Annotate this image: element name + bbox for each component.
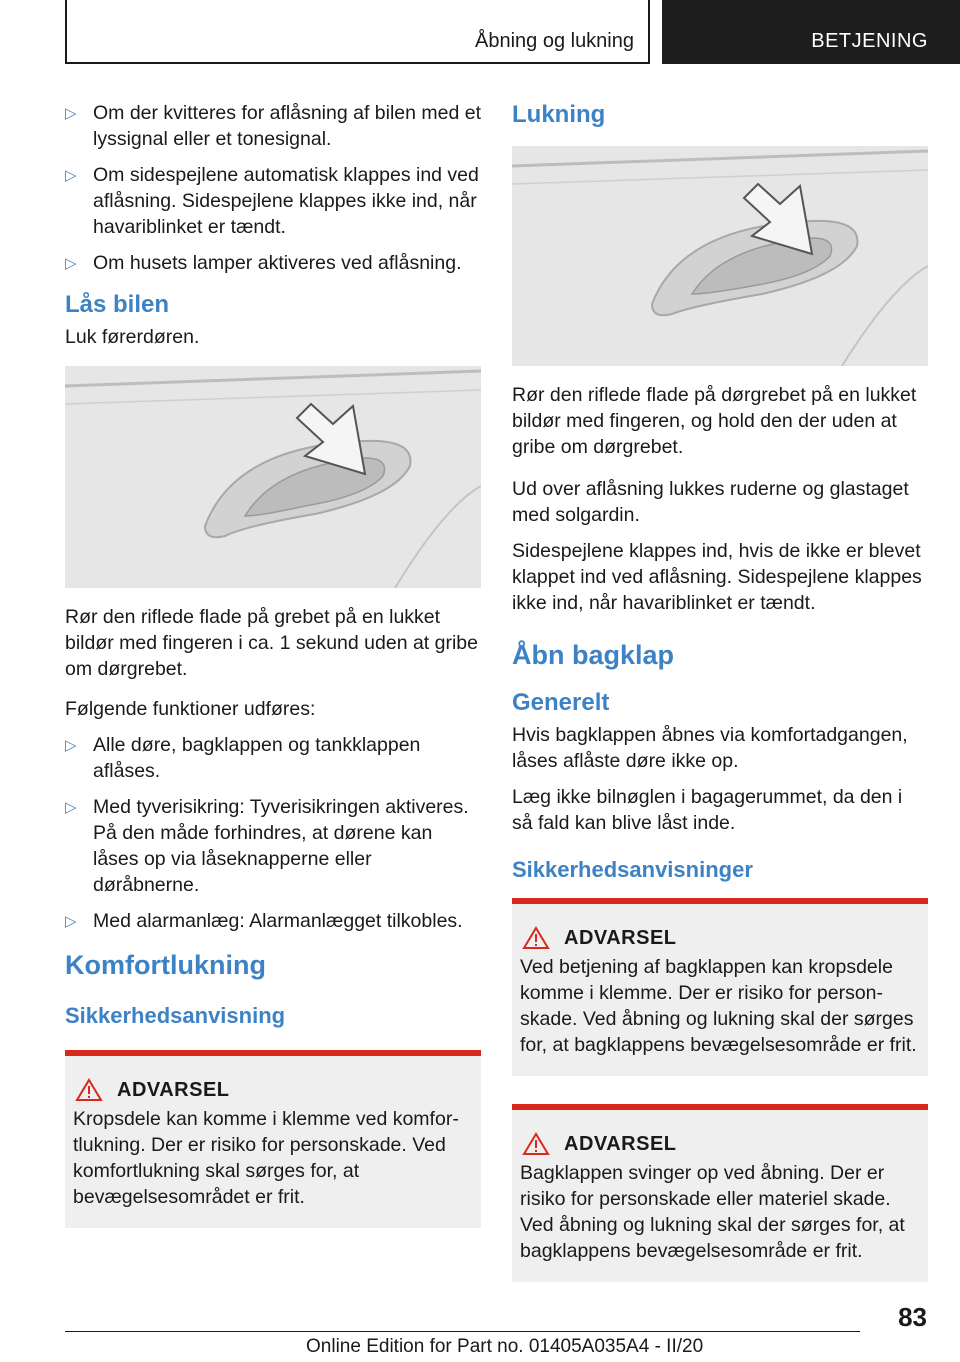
lock-feedback-list xyxy=(65,100,481,276)
footer-divider xyxy=(65,1331,860,1332)
warning-box xyxy=(65,1050,481,1228)
door-handle-illustration xyxy=(512,146,928,366)
triangle-bullet-icon: ▷ xyxy=(65,737,77,754)
safety-notes-heading: Sikkerhedsanvisninger xyxy=(512,857,753,882)
closing-instruction-text: Rør den riflede flade på dørgrebet på en lukket bildør med fingeren, og hold den der uden at gribe om dørgrebet. xyxy=(512,384,917,458)
left-column xyxy=(65,100,481,1244)
general-text-2: Læg ikke bilnøglen i bagagerummet, da den i så fald kan blive låst inde. xyxy=(512,786,903,834)
header-chapter-title: BETJENING xyxy=(811,30,928,52)
warning-text: Kropsdele kan komme i klemme ved komfortlukning. Der er risiko for personskade. Ved komfortlukning skal sørges for, at bevægelsesområdet er frit. xyxy=(73,1108,459,1208)
list-item: ▷ Med alarmanlæg: Alarmanlægget tilkobles. xyxy=(65,908,481,934)
header-chapter-box xyxy=(662,0,960,64)
footer-edition-text: Online Edition for Part no. 01405A035A4 - II/20 xyxy=(306,1336,704,1357)
triangle-bullet-icon: ▷ xyxy=(65,799,77,816)
warning-triangle-icon xyxy=(522,926,550,950)
general-heading: Generelt xyxy=(512,689,610,716)
door-handle-image xyxy=(512,146,928,366)
warning-triangle-icon xyxy=(522,1132,550,1156)
triangle-bullet-icon: ▷ xyxy=(65,167,77,184)
list-item: ▷ Om der kvitteres for aflåsning af bilen med et lyssignal eller et tonesignal. xyxy=(65,102,482,150)
lock-functions-list xyxy=(65,732,481,934)
right-column xyxy=(512,100,928,1298)
list-item: ▷ Om sidespejlene automatisk klappes ind ved aflåsning. Sidespejlene klappes ikke ind, når havariblinket er tændt. xyxy=(65,164,479,238)
warning-title: ADVARSEL xyxy=(117,1078,230,1101)
warning-text: Bagklappen svinger op ved åbning. Der er risiko for personskade eller materiel skade. Ved åbning og lukning skal der sørges for, at bagklappens bevægelsesområde er frit. xyxy=(520,1162,905,1262)
warning-box xyxy=(512,898,928,1076)
header-section-title: Åbning og lukning xyxy=(474,30,634,52)
closing-mirrors-text: Sidespejlene klappes ind, hvis de ikke er blevet klappet ind ved aflåsning. Sidespejlene klappes ikke ind, når havariblinket er tændt. xyxy=(512,540,922,614)
warning-title: ADVARSEL xyxy=(564,1132,677,1155)
closing-windows-text: Ud over aflåsning lukkes ruderne og glastaget med solgardin. xyxy=(512,478,909,526)
lock-intro-text: Luk førerdøren. xyxy=(65,326,200,348)
triangle-bullet-icon: ▷ xyxy=(65,255,77,272)
open-tailgate-heading: Åbn bagklap xyxy=(512,640,675,670)
comfort-closing-heading: Komfortlukning xyxy=(65,950,266,980)
warning-title: ADVARSEL xyxy=(564,926,677,949)
general-text-1: Hvis bagklappen åbnes via komfortadgangen, låses aflåste døre ikke op. xyxy=(512,724,908,772)
header-section-box xyxy=(65,0,650,64)
list-item: ▷ Om husets lamper aktiveres ved aflåsning. xyxy=(65,250,481,276)
triangle-bullet-icon: ▷ xyxy=(65,105,77,122)
lock-instruction-text: Rør den riflede flade på grebet på en lukket bildør med fingeren i ca. 1 sekund uden at gribe om dørgrebet. xyxy=(65,606,478,680)
list-item: ▷ Med tyverisikring: Tyverisikringen aktiveres. På den måde forhindres, at dørene kan låses op via låseknapperne eller døråbnerne. xyxy=(65,796,469,896)
door-handle-image xyxy=(65,366,481,588)
warning-triangle-icon xyxy=(75,1078,103,1102)
door-handle-illustration xyxy=(65,366,481,588)
functions-intro-text: Følgende funktioner udføres: xyxy=(65,698,316,720)
triangle-bullet-icon: ▷ xyxy=(65,913,77,930)
warning-box xyxy=(512,1104,928,1282)
safety-note-heading: Sikkerhedsanvisning xyxy=(65,1003,286,1028)
warning-text: Ved betjening af bagklappen kan kropsdele komme i klemme. Der er risiko for personskade. Ved åbning og lukning skal der sørges for, at bagklappens bevægelsesområde er frit. xyxy=(520,956,917,1056)
closing-heading: Lukning xyxy=(512,101,606,128)
list-item: ▷ Alle døre, bagklappen og tankklappen aflåses. xyxy=(65,734,421,782)
lock-car-heading: Lås bilen xyxy=(65,291,170,318)
page-number: 83 xyxy=(898,1302,927,1332)
